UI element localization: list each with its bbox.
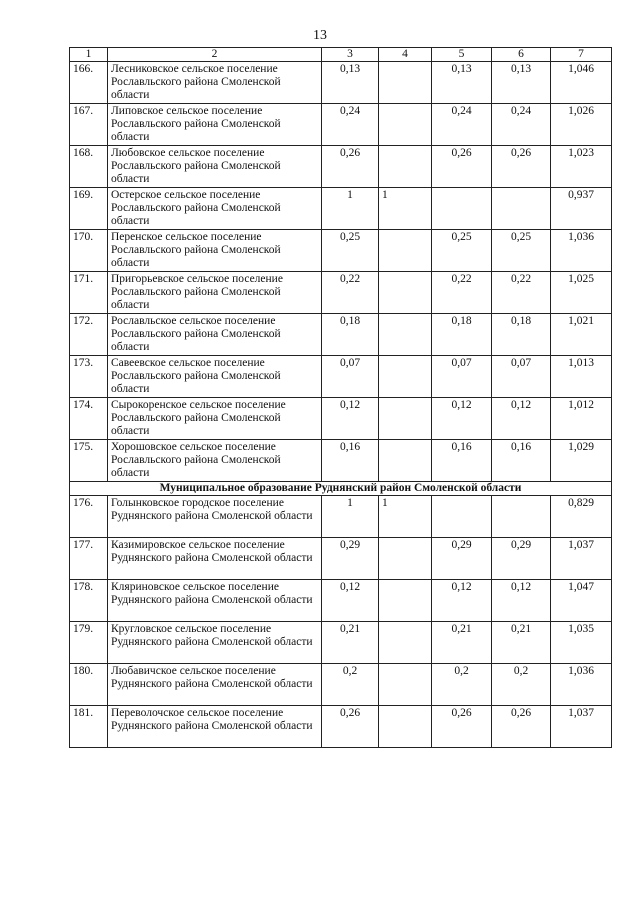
cell-c5: [432, 188, 492, 230]
cell-c3: 0,24: [322, 104, 379, 146]
cell-c3: 0,25: [322, 230, 379, 272]
cell-num: 169.: [70, 188, 108, 230]
cell-name: Кругловское сельское поселение Руднянского района Смоленской области: [108, 622, 322, 664]
coefficients-table: [69, 47, 612, 748]
cell-c5: 0,24: [432, 104, 492, 146]
cell-c7: 1,025: [551, 272, 612, 314]
table-row: [70, 664, 612, 706]
cell-c7: 1,036: [551, 230, 612, 272]
cell-c5: 0,18: [432, 314, 492, 356]
cell-c4: [379, 356, 432, 398]
cell-c7: 0,937: [551, 188, 612, 230]
cell-c3: 1: [322, 496, 379, 538]
table-row: [70, 272, 612, 314]
cell-c7: 1,047: [551, 580, 612, 622]
cell-c3: 0,18: [322, 314, 379, 356]
cell-num: 181.: [70, 706, 108, 748]
cell-c7: 1,021: [551, 314, 612, 356]
cell-c6: 0,21: [492, 622, 551, 664]
cell-c6: 0,26: [492, 146, 551, 188]
cell-num: 174.: [70, 398, 108, 440]
cell-name: Казимировское сельское поселение Руднянского района Смоленской области: [108, 538, 322, 580]
cell-num: 172.: [70, 314, 108, 356]
cell-num: 170.: [70, 230, 108, 272]
section-title: Муниципальное образование Руднянский район Смоленской области: [70, 482, 612, 496]
cell-name: Рославльское сельское поселение Рославльского района Смоленской области: [108, 314, 322, 356]
cell-c6: 0,12: [492, 580, 551, 622]
cell-c5: 0,26: [432, 146, 492, 188]
table-row: [70, 538, 612, 580]
cell-num: 173.: [70, 356, 108, 398]
column-header-4: 4: [379, 48, 432, 62]
cell-c4: [379, 314, 432, 356]
cell-c7: 1,012: [551, 398, 612, 440]
cell-name: Пригорьевское сельское поселение Рославльского района Смоленской области: [108, 272, 322, 314]
cell-name: Перенское сельское поселение Рославльского района Смоленской области: [108, 230, 322, 272]
cell-c5: 0,12: [432, 398, 492, 440]
column-header-7: 7: [551, 48, 612, 62]
cell-c4: [379, 230, 432, 272]
cell-name: Любавичское сельское поселение Руднянского района Смоленской области: [108, 664, 322, 706]
table-row: [70, 104, 612, 146]
cell-c5: 0,07: [432, 356, 492, 398]
column-header-1: 1: [70, 48, 108, 62]
cell-c5: 0,21: [432, 622, 492, 664]
cell-c4: [379, 272, 432, 314]
cell-name: Переволочское сельское поселение Руднянского района Смоленской области: [108, 706, 322, 748]
cell-c4: [379, 664, 432, 706]
table-row: [70, 496, 612, 538]
page-number: 13: [313, 28, 327, 43]
cell-c5: 0,22: [432, 272, 492, 314]
cell-num: 166.: [70, 62, 108, 104]
cell-c7: 1,023: [551, 146, 612, 188]
table-row: [70, 188, 612, 230]
cell-c3: 0,12: [322, 398, 379, 440]
cell-c4: [379, 398, 432, 440]
cell-num: 180.: [70, 664, 108, 706]
cell-c5: [432, 496, 492, 538]
table-row: [70, 146, 612, 188]
cell-c4: [379, 440, 432, 482]
cell-c7: 0,829: [551, 496, 612, 538]
cell-num: 178.: [70, 580, 108, 622]
cell-num: 167.: [70, 104, 108, 146]
cell-c5: 0,13: [432, 62, 492, 104]
cell-c3: 0,26: [322, 146, 379, 188]
cell-c3: 0,29: [322, 538, 379, 580]
cell-num: 175.: [70, 440, 108, 482]
cell-c6: 0,16: [492, 440, 551, 482]
cell-c4: [379, 538, 432, 580]
cell-c4: [379, 580, 432, 622]
cell-c5: 0,2: [432, 664, 492, 706]
cell-c6: 0,26: [492, 706, 551, 748]
cell-num: 168.: [70, 146, 108, 188]
cell-c6: 0,25: [492, 230, 551, 272]
table-row: [70, 314, 612, 356]
cell-c7: 1,046: [551, 62, 612, 104]
cell-c3: 0,16: [322, 440, 379, 482]
column-header-5: 5: [432, 48, 492, 62]
cell-c7: 1,026: [551, 104, 612, 146]
cell-c4: [379, 622, 432, 664]
cell-name: Савеевское сельское поселение Рославльского района Смоленской области: [108, 356, 322, 398]
cell-num: 179.: [70, 622, 108, 664]
table-row: [70, 440, 612, 482]
cell-c7: 1,013: [551, 356, 612, 398]
cell-c6: 0,13: [492, 62, 551, 104]
cell-name: Голынковское городское поселение Руднянского района Смоленской области: [108, 496, 322, 538]
cell-name: Хорошовское сельское поселение Рославльского района Смоленской области: [108, 440, 322, 482]
table-row: [70, 706, 612, 748]
cell-c3: 0,22: [322, 272, 379, 314]
cell-c5: 0,26: [432, 706, 492, 748]
cell-c5: 0,16: [432, 440, 492, 482]
cell-name: Сырокоренское сельское поселение Рославльского района Смоленской области: [108, 398, 322, 440]
cell-c6: 0,22: [492, 272, 551, 314]
cell-name: Кляриновское сельское поселение Руднянского района Смоленской области: [108, 580, 322, 622]
column-header-2: 2: [108, 48, 322, 62]
cell-c3: 0,26: [322, 706, 379, 748]
cell-c4: [379, 706, 432, 748]
cell-c3: 0,2: [322, 664, 379, 706]
cell-c6: 0,12: [492, 398, 551, 440]
cell-c5: 0,29: [432, 538, 492, 580]
cell-c6: [492, 496, 551, 538]
cell-c6: [492, 188, 551, 230]
table-row: [70, 230, 612, 272]
cell-c5: 0,25: [432, 230, 492, 272]
cell-c3: 0,21: [322, 622, 379, 664]
cell-c3: 1: [322, 188, 379, 230]
table-row: [70, 580, 612, 622]
column-header-3: 3: [322, 48, 379, 62]
cell-name: Липовское сельское поселение Рославльского района Смоленской области: [108, 104, 322, 146]
table-row: [70, 62, 612, 104]
table-row: [70, 622, 612, 664]
cell-name: Любовское сельское поселение Рославльского района Смоленской области: [108, 146, 322, 188]
cell-c5: 0,12: [432, 580, 492, 622]
cell-c4: [379, 62, 432, 104]
cell-c3: 0,12: [322, 580, 379, 622]
cell-c7: 1,029: [551, 440, 612, 482]
cell-c6: 0,24: [492, 104, 551, 146]
cell-c6: 0,07: [492, 356, 551, 398]
cell-c3: 0,13: [322, 62, 379, 104]
cell-name: Остерское сельское поселение Рославльского района Смоленской области: [108, 188, 322, 230]
cell-num: 171.: [70, 272, 108, 314]
cell-c7: 1,037: [551, 538, 612, 580]
column-header-row: [70, 48, 612, 62]
column-header-6: 6: [492, 48, 551, 62]
cell-c6: 0,2: [492, 664, 551, 706]
cell-name: Лесниковское сельское поселение Рославльского района Смоленской области: [108, 62, 322, 104]
cell-c4: 1: [379, 496, 432, 538]
table-row: [70, 398, 612, 440]
table-row: [70, 356, 612, 398]
cell-c7: 1,035: [551, 622, 612, 664]
cell-c3: 0,07: [322, 356, 379, 398]
cell-c6: 0,18: [492, 314, 551, 356]
cell-c4: 1: [379, 188, 432, 230]
cell-c7: 1,037: [551, 706, 612, 748]
cell-num: 177.: [70, 538, 108, 580]
section-header-row: [70, 482, 612, 496]
cell-c6: 0,29: [492, 538, 551, 580]
cell-num: 176.: [70, 496, 108, 538]
cell-c4: [379, 104, 432, 146]
cell-c7: 1,036: [551, 664, 612, 706]
cell-c4: [379, 146, 432, 188]
